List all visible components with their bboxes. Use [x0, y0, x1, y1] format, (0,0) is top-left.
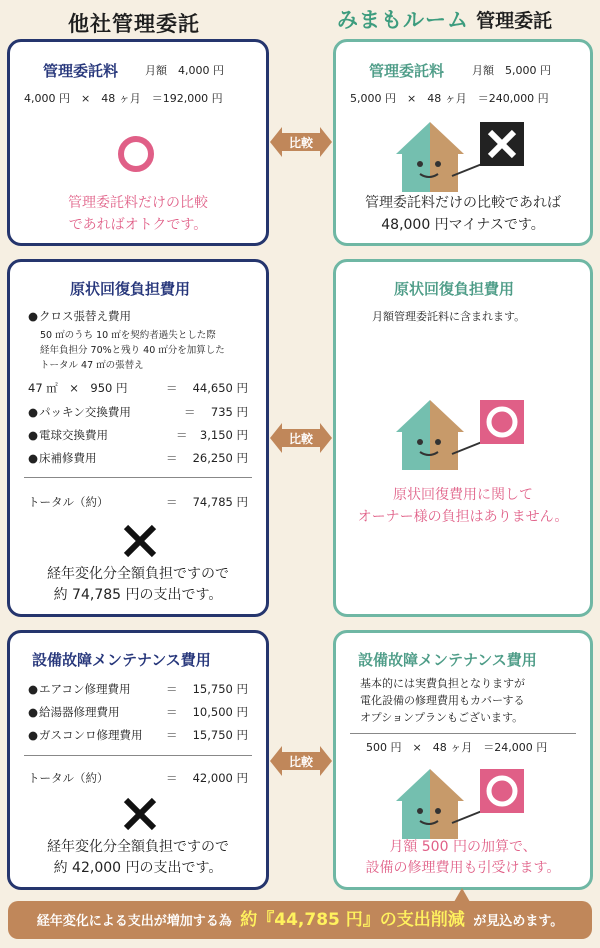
cloth-detail-line-1: 50 ㎡のうち 10 ㎡を契約者過失とした際 [40, 330, 216, 341]
maintenance-note [10, 837, 266, 879]
fee-calculation: 4,000 円 × 48 ヶ月 ＝192,000 円 [24, 92, 223, 105]
compare-arrow [270, 421, 332, 455]
item-eq: ＝ [176, 428, 188, 442]
cloth-detail [40, 328, 225, 373]
monthly-fee: 月額 5,000 円 [472, 64, 551, 77]
cloth-calc-value: 44,650 円 [192, 381, 248, 395]
cloth-detail-line-3: トータル 47 ㎡の張替え [40, 360, 144, 371]
compare-label: 比較 [288, 432, 313, 446]
card-title: 原状回復負担費用 [394, 280, 515, 298]
card-title: 管理委託料 [43, 62, 119, 80]
total-eq: ＝ [166, 771, 178, 785]
divider [350, 733, 576, 734]
total-value: 74,785 円 [192, 495, 248, 509]
note-line-1: 管理委託料だけの比較 [68, 195, 208, 211]
cloth-detail-line-2: 経年負担分 70%と残り 40 ㎡分を加算した [40, 345, 225, 356]
total-label: トータル（約） [28, 495, 109, 509]
right-maintenance-card [333, 630, 593, 890]
note-line-1: 経年変化分全額負担ですので [47, 839, 229, 855]
note-line-2: 設備の修理費用も引受けます。 [365, 860, 561, 876]
item-eq: ＝ [166, 451, 178, 465]
left-restoration-card [7, 259, 269, 617]
divider [24, 477, 252, 478]
desc-line-1: 基本的には実費負担となりますが [360, 677, 525, 690]
cloth-calc-label: 47 ㎡ × 950 円 [28, 381, 128, 395]
item-eq: ＝ [166, 728, 178, 742]
note-line-1: 経年変化分全額負担ですので [47, 566, 229, 582]
compare-arrow [270, 125, 332, 159]
note-line-2: 48,000 円マイナスです。 [381, 217, 545, 233]
right-fee-card [333, 39, 593, 246]
note-line-2: 約 74,785 円の支出です。 [53, 587, 223, 603]
fee-calculation: 5,000 円 × 48 ヶ月 ＝240,000 円 [350, 92, 549, 105]
item-value: 15,750 円 [192, 728, 248, 742]
compare-label: 比較 [288, 136, 313, 150]
left-column-header: 他社管理委託 [68, 12, 200, 36]
restoration-note [336, 484, 590, 528]
note-line-1: 管理委託料だけの比較であれば [365, 195, 561, 211]
item-label: ● エアコン修理費用 [28, 681, 130, 697]
item-eq: ＝ [166, 705, 178, 719]
item-label: ● パッキン交換費用 [28, 404, 131, 420]
item-value: 26,250 円 [192, 451, 248, 465]
compare-arrow [270, 744, 332, 778]
item-eq: ＝ [166, 682, 178, 696]
card-title: 原状回復負担費用 [70, 280, 191, 298]
cross-mark-icon [123, 524, 157, 558]
desc-line-2: 電化設備の修理費用もカバーする [360, 694, 525, 707]
cross-mark-icon [123, 797, 157, 831]
card-title: 設備故障メンテナンス費用 [358, 651, 537, 669]
cloth-calc-eq: ＝ [166, 381, 178, 395]
maintenance-note [336, 837, 590, 879]
banner-highlight: 約『44,785 円』の支出削減 [240, 910, 465, 930]
card-title: 管理委託料 [369, 62, 445, 80]
right-header-suffix: 管理委託 [476, 10, 553, 32]
compare-label: 比較 [288, 755, 313, 769]
total-eq: ＝ [166, 495, 178, 509]
note-line-2: であればオトクです。 [68, 217, 208, 233]
restoration-sub: 月額管理委託料に含まれます。 [372, 310, 526, 323]
banner-pre: 経年変化による支出が増加する為 [36, 914, 232, 929]
item-eq: ＝ [184, 405, 196, 419]
note-line-2: 約 42,000 円の支出です。 [53, 860, 223, 876]
restoration-note [10, 564, 266, 606]
option-calculation: 500 円 × 48 ヶ月 ＝24,000 円 [366, 741, 548, 754]
item-value: 15,750 円 [192, 682, 248, 696]
right-restoration-card [333, 259, 593, 617]
cloth-label: ● クロス張替え費用 [28, 308, 131, 324]
item-label: ● ガスコンロ修理費用 [28, 727, 143, 743]
summary-banner [8, 901, 592, 939]
item-value: 3,150 円 [199, 428, 248, 442]
item-label: ● 給湯器修理費用 [28, 704, 120, 720]
circle-mark-icon [118, 136, 154, 172]
divider [24, 755, 252, 756]
house-mascot-icon [392, 394, 540, 474]
note-line-1: 月額 500 円の加算で、 [389, 839, 537, 855]
total-value: 42,000 円 [192, 771, 248, 785]
banner-pointer [454, 888, 470, 902]
note-line-2: オーナー様の負担はありません。 [357, 509, 569, 525]
desc-line-3: オプションプランもございます。 [360, 711, 524, 724]
fee-note [336, 192, 590, 236]
right-column-header [337, 4, 597, 34]
monthly-fee: 月額 4,000 円 [145, 64, 224, 77]
item-value: 10,500 円 [192, 705, 248, 719]
card-title: 設備故障メンテナンス費用 [32, 651, 211, 669]
maintenance-desc [360, 675, 525, 726]
total-label: トータル（約） [28, 771, 109, 785]
note-line-1: 原状回復費用に関して [393, 487, 533, 503]
item-value: 735 円 [210, 405, 248, 419]
banner-post: が見込めます。 [473, 914, 564, 929]
house-mascot-icon [392, 116, 540, 196]
house-mascot-icon [392, 763, 540, 843]
brand-logo: みまもルーム [337, 8, 469, 32]
left-fee-card [7, 39, 269, 246]
left-maintenance-card [7, 630, 269, 890]
fee-note [10, 192, 266, 236]
item-label: ● 電球交換費用 [28, 427, 108, 443]
item-label: ● 床補修費用 [28, 450, 97, 466]
